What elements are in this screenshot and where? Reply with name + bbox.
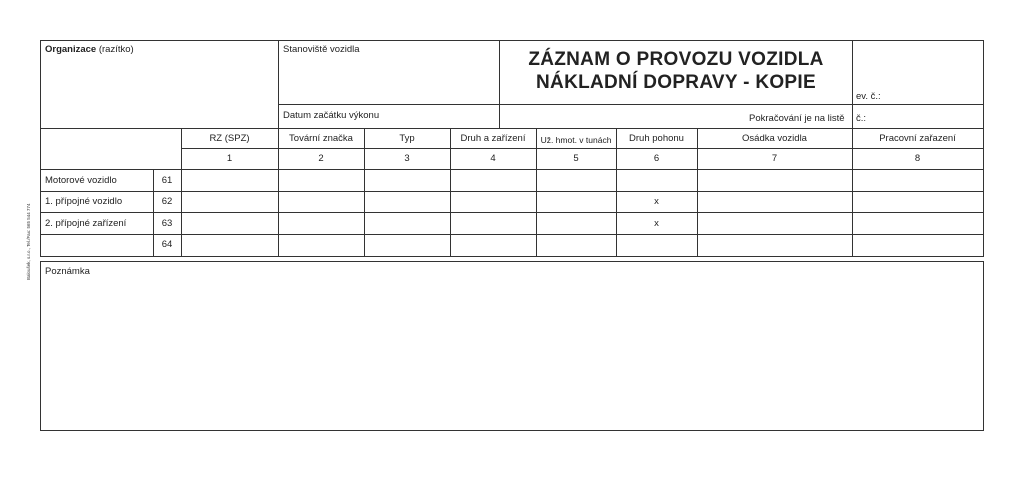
notes-label: Poznámka — [45, 266, 90, 277]
table-col-4-left — [450, 128, 451, 257]
header-subline-right — [499, 104, 984, 105]
notes-border-right — [983, 261, 984, 431]
table-col-7-left — [697, 128, 698, 257]
col-number-1: 1 — [226, 153, 233, 164]
header-divider-3 — [852, 40, 853, 128]
table-col-5-left — [536, 128, 537, 257]
organization-label — [45, 44, 134, 56]
ev-number-label: ev. č.: — [856, 91, 881, 102]
col-header-7: Osádka vozidla — [742, 133, 807, 144]
start-date-label: Datum začátku výkonu — [283, 110, 380, 121]
table-col-6-left — [616, 128, 617, 257]
number-label: č.: — [856, 113, 867, 124]
row-label-motor-vehicle: Motorové vozidlo — [45, 175, 117, 186]
notes-border-bottom — [40, 430, 984, 431]
col-number-7: 7 — [771, 153, 778, 164]
header-divider-1 — [278, 40, 279, 128]
row-code-62: 62 — [161, 196, 173, 207]
col-header-3: Typ — [399, 133, 415, 144]
form-title-line1: ZÁZNAM O PROVOZU VOZIDLA — [528, 49, 824, 70]
col-header-1: RZ (SPZ) — [209, 133, 250, 144]
row-code-63: 63 — [161, 218, 173, 229]
col-number-4: 4 — [490, 153, 496, 164]
form-title-line2: NÁKLADNÍ DOPRAVY - KOPIE — [536, 72, 816, 93]
table-col-1-left — [181, 128, 182, 257]
printer-imprint: Baloušek, s.r.o., Tel./Fax: 565 544 774 — [26, 203, 31, 280]
notes-border-top — [40, 261, 984, 262]
table-col-2-left — [278, 128, 279, 257]
col-number-5: 5 — [573, 153, 579, 164]
col-number-8: 8 — [914, 153, 921, 164]
col-header-2: Tovární značka — [289, 133, 353, 144]
row-label-trailer-1: 1. přípojné vozidlo — [45, 196, 123, 207]
table-col-3-left — [364, 128, 365, 257]
row-code-64: 64 — [161, 239, 173, 250]
col-header-8: Pracovní zařazení — [879, 133, 956, 144]
continued-label: Pokračování je na listě — [749, 113, 845, 124]
col-number-6: 6 — [653, 153, 660, 164]
row-63-fuel-mark: x — [654, 218, 659, 229]
col-header-4: Druh a zařízení — [460, 133, 526, 144]
form-border-left — [40, 40, 41, 257]
organization-label-main: Organizace — [45, 44, 97, 55]
table-col-8-left — [852, 128, 853, 257]
row-label-trailer-2: 2. přípojné zařízení — [45, 218, 127, 229]
organization-label-note: (razítko) — [98, 44, 134, 55]
table-line-numbers — [181, 148, 984, 149]
row-62-fuel-mark: x — [654, 196, 659, 207]
notes-border-left — [40, 261, 41, 431]
col-number-2: 2 — [318, 153, 324, 164]
station-label: Stanoviště vozidla — [283, 44, 360, 55]
row-code-61: 61 — [161, 175, 173, 186]
header-subline-left — [278, 104, 499, 105]
col-number-3: 3 — [404, 153, 410, 164]
col-header-6: Druh pohonu — [629, 133, 684, 144]
form-title — [500, 48, 852, 94]
col-header-5: Už. hmot. v tunách — [540, 135, 612, 145]
form-border-top — [40, 40, 984, 41]
